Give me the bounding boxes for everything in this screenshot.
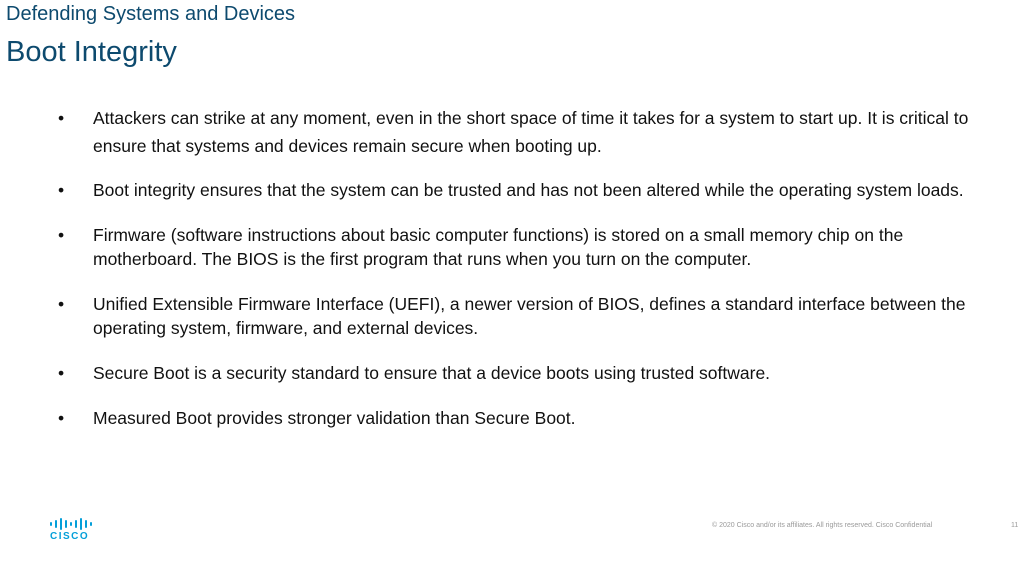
bullet-text: Firmware (software instructions about basic computer functions) is stored on a small memory chip on the motherboard. The BIOS is the first program that runs when you turn on the computer. <box>93 225 904 269</box>
bullet-text: Secure Boot is a security standard to ensure that a device boots using trusted software. <box>93 363 771 383</box>
section-title: Defending Systems and Devices <box>6 3 296 25</box>
cisco-logo <box>50 518 96 542</box>
page-number: 11 <box>1011 522 1019 529</box>
bullet-text: Boot integrity ensures that the system can be trusted and has not been altered while the operating system loads. <box>93 180 964 200</box>
cisco-logo-icon <box>50 518 92 530</box>
bullet-marker: • <box>58 363 65 383</box>
footer-copyright: © 2020 Cisco and/or its affiliates. All rights reserved. Cisco Confidential <box>712 522 933 529</box>
bullet-text: Unified Extensible Firmware Interface (UEFI), a newer version of BIOS, defines a standard interface between the operating system, firmware, and external devices. <box>93 294 966 338</box>
bullet-text: Measured Boot provides stronger validation than Secure Boot. <box>93 408 576 428</box>
bullet-marker: • <box>58 180 65 200</box>
bullet-list <box>58 104 978 451</box>
bullet-marker: • <box>58 294 65 314</box>
bullet-item <box>58 104 978 160</box>
bullet-text: Attackers can strike at any moment, even in the short space of time it takes for a system to start up. It is critical to ensure that systems and devices remain secure when booting up. <box>93 108 969 156</box>
bullet-marker: • <box>58 108 65 128</box>
slide-title: Boot Integrity <box>6 36 177 68</box>
bullet-item <box>58 223 978 271</box>
bullet-item <box>58 361 978 385</box>
bullet-item <box>58 292 978 340</box>
bullet-item <box>58 178 978 202</box>
bullet-marker: • <box>58 225 65 245</box>
bullet-marker: • <box>58 408 65 428</box>
cisco-logo-text: CISCO <box>50 531 90 542</box>
bullet-item <box>58 406 978 430</box>
